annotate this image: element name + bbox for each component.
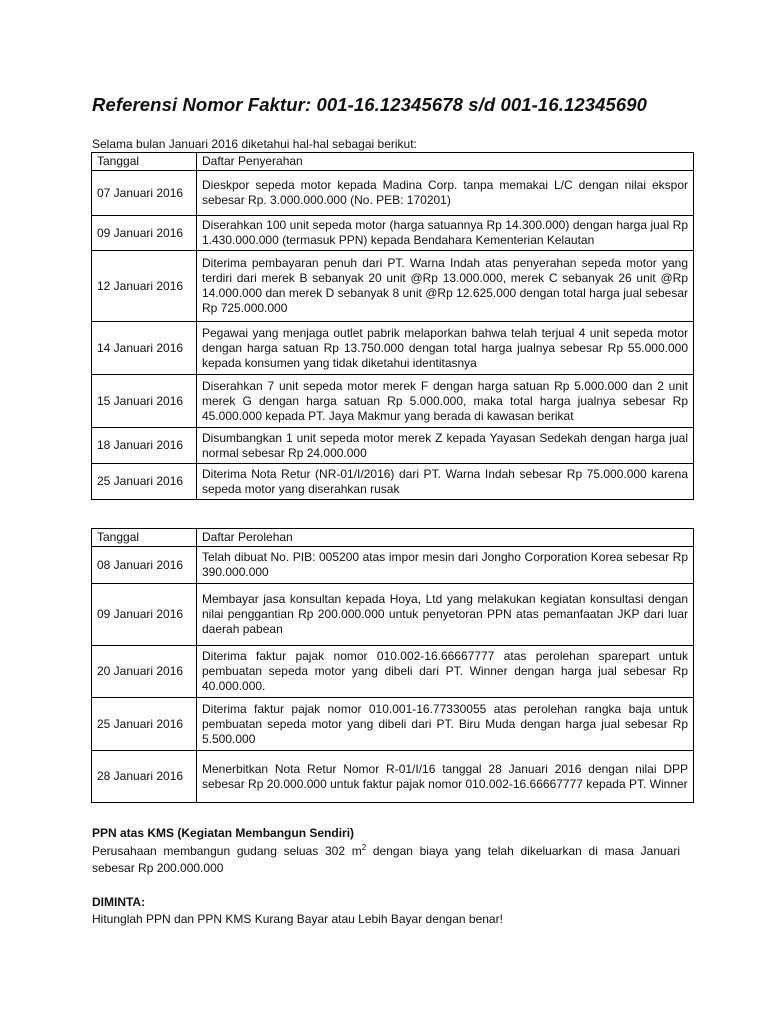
table-row	[92, 251, 694, 322]
intro-text: Selama bulan Januari 2016 diketahui hal-hal sebagai berikut:	[92, 137, 417, 151]
table-row	[92, 464, 694, 500]
table-row	[92, 547, 694, 584]
table-row	[92, 584, 694, 646]
row-date: 18 Januari 2016	[92, 428, 197, 464]
row-date: 15 Januari 2016	[92, 375, 197, 428]
row-description: Pegawai yang menjaga outlet pabrik melaporkan bahwa telah terjual 4 unit sepeda motor dengan harga satuan Rp 13.750.000 dengan total harga jualnya sebesar Rp 55.000.000 kepada konsumen yang tidak diketahui identitasnya	[197, 322, 694, 375]
row-description: Diterima Nota Retur (NR-01/I/2016) dari PT. Warna Indah sebesar Rp 75.000.000 karena sepeda motor yang diserahkan rusak	[197, 464, 694, 500]
kms-text-after: dengan biaya yang telah dikeluarkan di masa Januari sebesar Rp 200.000.000	[92, 844, 681, 875]
row-description: Membayar jasa konsultan kepada Hoya, Ltd yang melakukan kegiatan konsultasi dengan nilai penggantian Rp 200.000.000 untuk penyetoran PPN atas pemanfaatan JKP dari luar daerah pabean	[197, 584, 694, 646]
row-description: Dieskpor sepeda motor kepada Madina Corp. tanpa memakai L/C dengan nilai ekspor sebesar Rp. 3.000.000.000 (No. PEB: 170201)	[197, 171, 694, 216]
kms-superscript: 2	[361, 843, 367, 852]
row-date: 28 Januari 2016	[92, 751, 197, 803]
column-header-tanggal: Tanggal	[92, 153, 197, 171]
row-date: 09 Januari 2016	[92, 584, 197, 646]
row-date: 09 Januari 2016	[92, 216, 197, 251]
table-row	[92, 171, 694, 216]
row-date: 20 Januari 2016	[92, 646, 197, 698]
table-row	[92, 428, 694, 464]
table-row	[92, 698, 694, 751]
row-date: 12 Januari 2016	[92, 251, 197, 322]
column-header-daftar-penyerahan: Daftar Penyerahan	[197, 153, 694, 171]
row-date: 14 Januari 2016	[92, 322, 197, 375]
row-description: Telah dibuat No. PIB: 005200 atas impor mesin dari Jongho Corporation Korea sebesar Rp 390.000.000	[197, 547, 694, 584]
table-header-row	[92, 153, 694, 171]
table-row	[92, 216, 694, 251]
row-description: Diserahkan 100 unit sepeda motor (harga satuannya Rp 14.300.000) dengan harga jual Rp 1.430.000.000 (termasuk PPN) kepada Bendahara Kementerian Kelautan	[197, 216, 694, 251]
row-description: Diserahkan 7 unit sepeda motor merek F dengan harga satuan Rp 5.000.000 dan 2 unit merek G dengan harga satuan Rp 5.000.000, maka total harga jualnya sebesar Rp 45.000.000 kepada PT. Jaya Makmur yang berada di kawasan berikat	[197, 375, 694, 428]
row-date: 25 Januari 2016	[92, 464, 197, 500]
table-row	[92, 751, 694, 803]
row-description: Disumbangkan 1 unit sepeda motor merek Z kepada Yayasan Sedekah dengan harga jual normal sebesar Rp 24.000.000	[197, 428, 694, 464]
row-date: 07 Januari 2016	[92, 171, 197, 216]
row-description: Menerbitkan Nota Retur Nomor R-01/I/16 tanggal 28 Januari 2016 dengan nilai DPP sebesar Rp 20.000.000 untuk faktur pajak nomor 010.002-16.66667777 kepada PT. Winner	[197, 751, 694, 803]
row-description: Diterima pembayaran penuh dari PT. Warna Indah atas penyerahan sepeda motor yang terdiri dari merek B sebanyak 20 unit @Rp 13.000.000, merek C sebanyak 26 unit @Rp 14.000.000 dan merek D sebanyak 8 unit @Rp 12.625.000 dengan total harga jual sebesar Rp 725.000.000	[197, 251, 694, 322]
penyerahan-table	[91, 152, 694, 500]
diminta-title: DIMINTA:	[92, 895, 146, 909]
table-header-row	[92, 529, 694, 547]
kms-section-title: PPN atas KMS (Kegiatan Membangun Sendiri)	[92, 826, 355, 840]
row-date: 25 Januari 2016	[92, 698, 197, 751]
kms-section-text	[92, 843, 680, 877]
diminta-text: Hitunglah PPN dan PPN KMS Kurang Bayar atau Lebih Bayar dengan benar!	[92, 912, 503, 926]
perolehan-table	[91, 528, 694, 803]
column-header-tanggal: Tanggal	[92, 529, 197, 547]
table-row	[92, 322, 694, 375]
document-title: Referensi Nomor Faktur: 001-16.12345678 s/d 001-16.12345690	[92, 94, 648, 115]
table-row	[92, 375, 694, 428]
row-description: Diterima faktur pajak nomor 010.002-16.66667777 atas perolehan sparepart untuk pembuatan sepeda motor yang dibeli dari PT. Winner dengan harga jual sebesar Rp 40.000.000.	[197, 646, 694, 698]
column-header-daftar-perolehan: Daftar Perolehan	[197, 529, 694, 547]
table-row	[92, 646, 694, 698]
row-date: 08 Januari 2016	[92, 547, 197, 584]
kms-text-before: Perusahaan membangun gudang seluas 302 m	[92, 844, 362, 858]
row-description: Diterima faktur pajak nomor 010.001-16.77330055 atas perolehan rangka baja untuk pembuatan sepeda motor yang dibeli dari PT. Biru Muda dengan harga jual sebesar Rp 5.500.000	[197, 698, 694, 751]
